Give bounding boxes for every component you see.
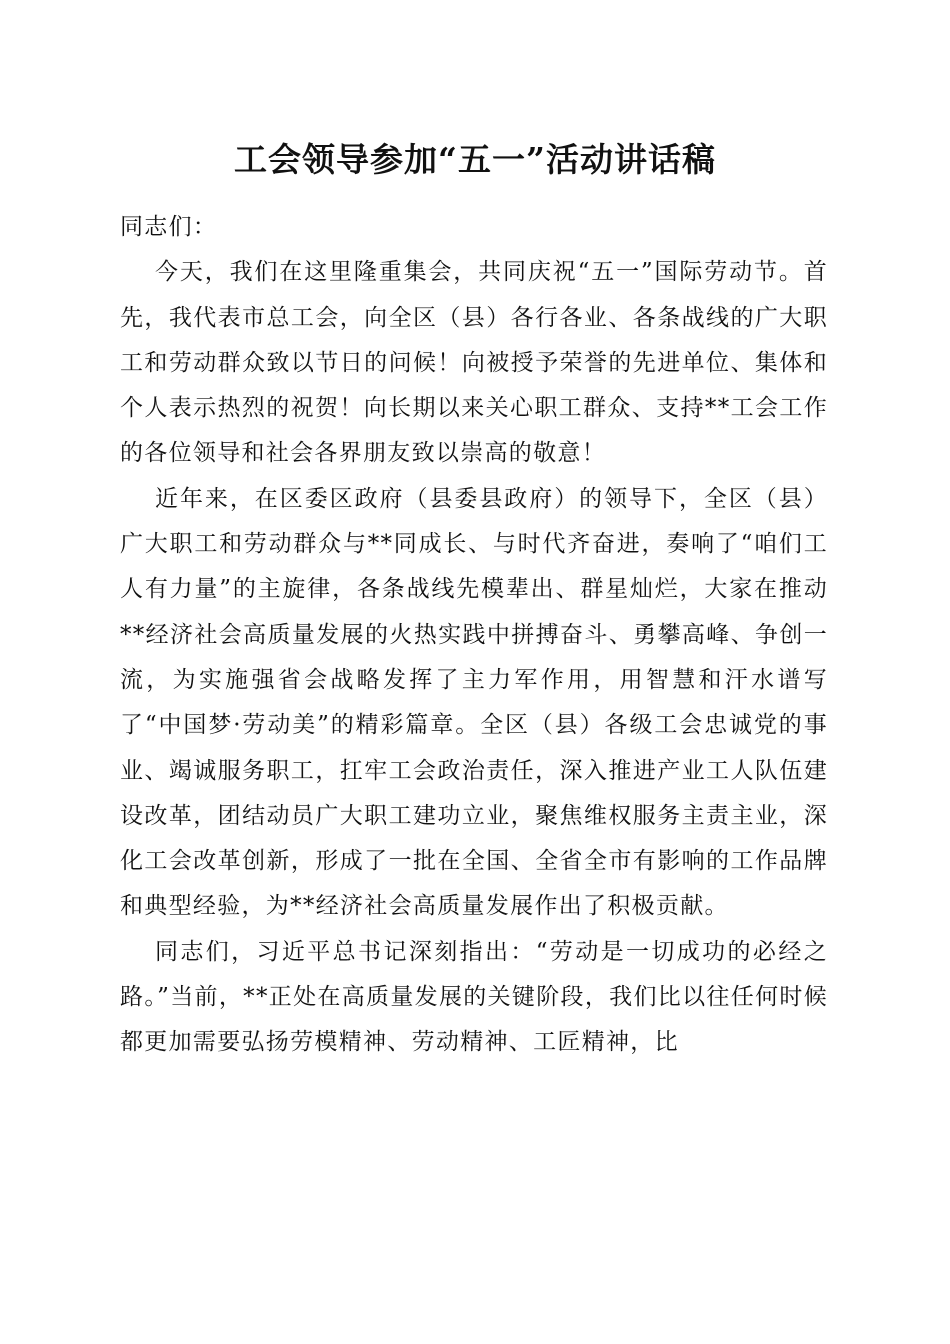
document-title: 工会领导参加“五一”活动讲话稿 xyxy=(234,140,716,179)
salutation: 同志们： xyxy=(120,214,218,240)
paragraph-2: 近年来，在区委区政府（县委县政府）的领导下，全区（县）广大职工和劳动群众与**同成长、与时代齐奋进，奏响了“咱们工人有力量”的主旋律，各条战线先模辈出、群星灿烂，大家在推动**经济社会高质量发展的火热实践中拼搏奋斗、勇攀高峰、争创一流，为实施强省会战略发挥了主力军作用，用智慧和汗水谱写了“中国梦·劳动美”的精彩篇章。全区（县）各级工会忠诚党的事业、竭诚服务职工，扛牢工会政治责任，深入推进产业工人队伍建设改革，团结动员广大职工建功立业，聚焦维权服务主责主业，深化工会改革创新，形成了一批在全国、全省全市有影响的工作品牌和典型经验，为**经济社会高质量发展作出了积极贡献。 xyxy=(120,485,828,920)
paragraph-3: 同志们，习近平总书记深刻指出：“劳动是一切成功的必经之路。”当前，**正处在高质量发展的关键阶段，我们比以往任何时候都更加需要弘扬劳模精神、劳动精神、工匠精神，比 xyxy=(120,938,828,1056)
paragraph-1: 今天，我们在这里隆重集会，共同庆祝“五一”国际劳动节。首先，我代表市总工会，向全区（县）各行各业、各条战线的广大职工和劳动群众致以节日的问候！向被授予荣誉的先进单位、集体和个人表示热烈的祝贺！向长期以来关心职工群众、支持**工会工作的各位领导和社会各界朋友致以崇高的敬意！ xyxy=(120,259,828,467)
document-body xyxy=(120,205,828,1066)
